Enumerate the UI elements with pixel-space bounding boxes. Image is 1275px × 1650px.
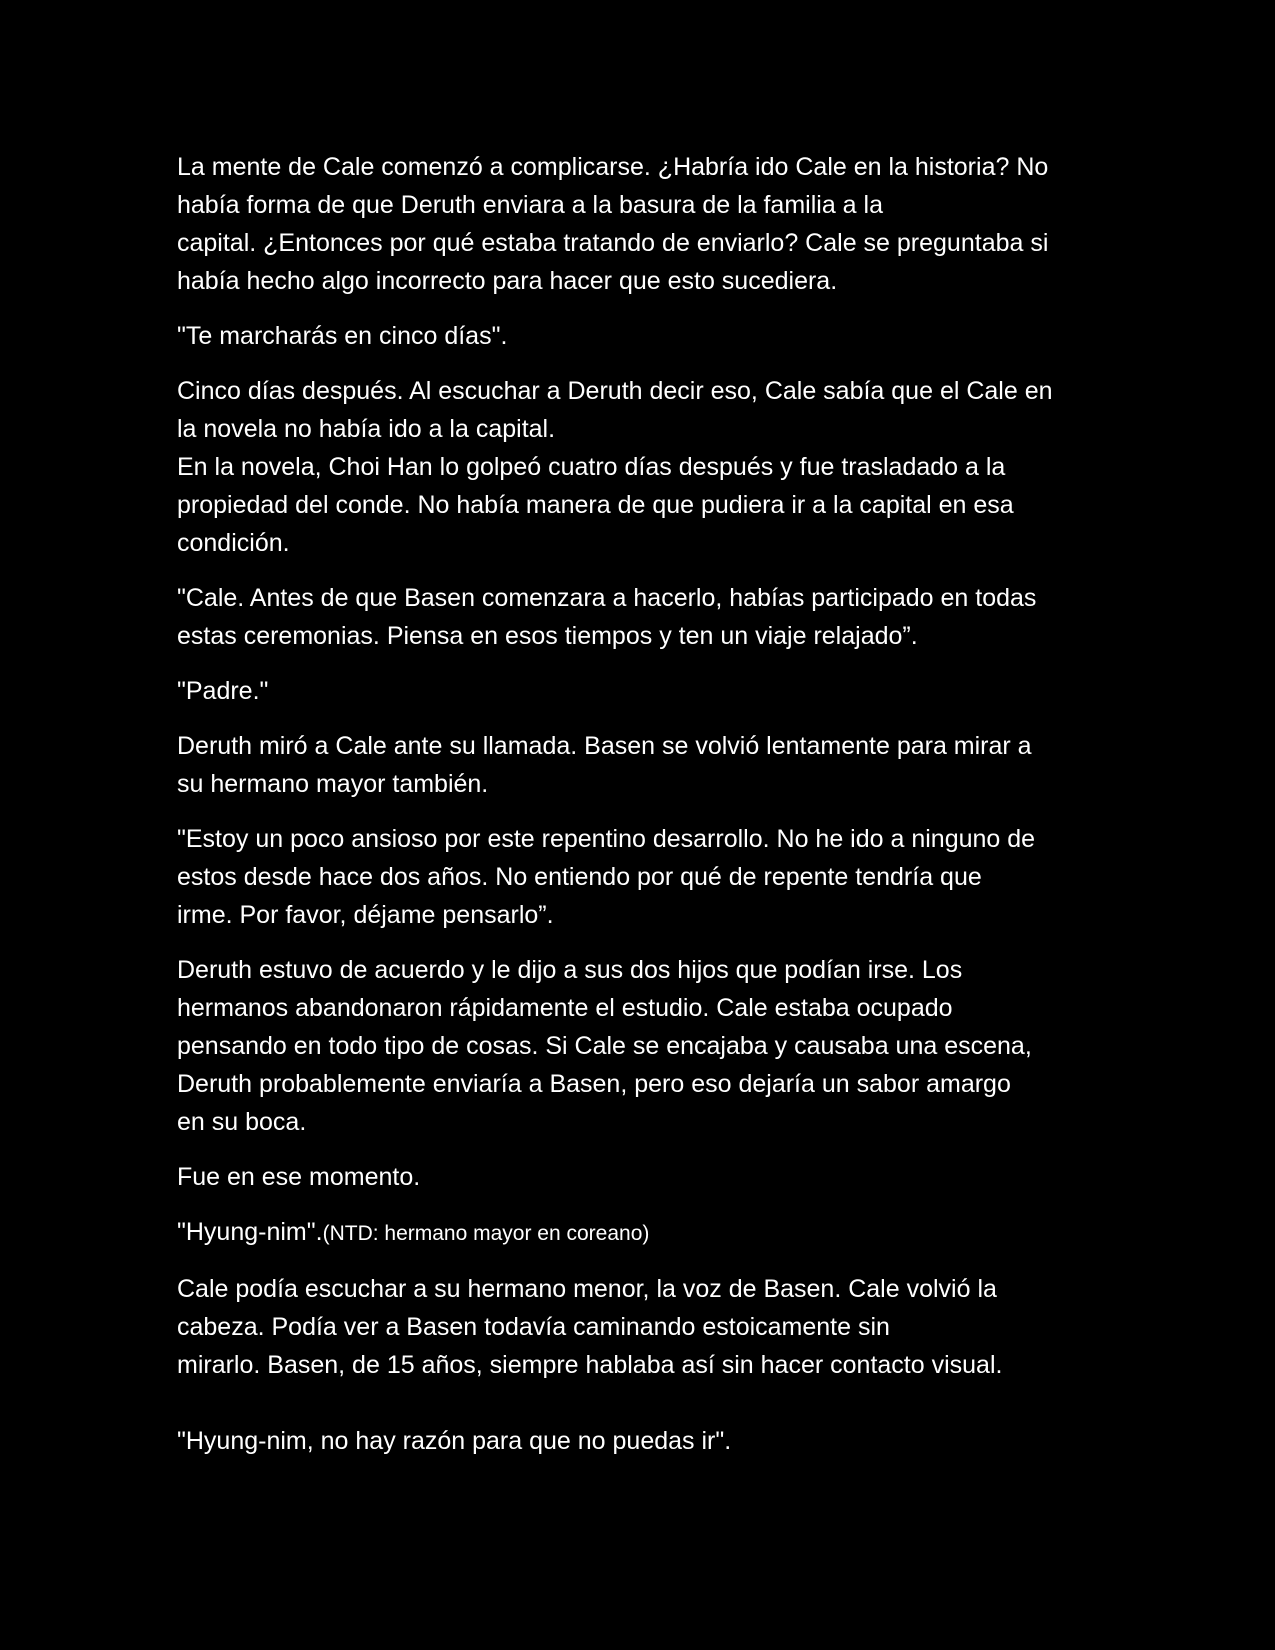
paragraph-12: "Hyung-nim, no hay razón para que no puedas ir". xyxy=(177,1427,732,1455)
text-line: pensando en todo tipo de cosas. Si Cale se encajaba y causaba una escena, xyxy=(177,1032,1032,1060)
paragraph-8 xyxy=(177,951,1117,1141)
text-line: estas ceremonias. Piensa en esos tiempos y ten un viaje relajado”. xyxy=(177,622,918,650)
paragraph-6 xyxy=(177,727,1117,803)
paragraph-9: Fue en ese momento. xyxy=(177,1163,421,1191)
text-line: mirarlo. Basen, de 15 años, siempre hablaba así sin hacer contacto visual. xyxy=(177,1351,1003,1379)
paragraph-3 xyxy=(177,372,1117,562)
text-line: Deruth probablemente enviaría a Basen, pero eso dejaría un sabor amargo xyxy=(177,1070,1011,1098)
text-line: capital. ¿Entonces por qué estaba tratando de enviarlo? Cale se preguntaba si xyxy=(177,229,1049,257)
text-line: había forma de que Deruth enviara a la basura de la familia a la xyxy=(177,191,883,219)
text-line: Deruth miró a Cale ante su llamada. Basen se volvió lentamente para mirar a xyxy=(177,732,1032,760)
text-line: había hecho algo incorrecto para hacer que esto sucediera. xyxy=(177,267,838,295)
text-line: "Cale. Antes de que Basen comenzara a hacerlo, habías participado en todas xyxy=(177,584,1037,612)
paragraph-2: "Te marcharás en cinco días". xyxy=(177,322,508,350)
paragraph-11 xyxy=(177,1270,1117,1384)
text-line: cabeza. Podía ver a Basen todavía caminando estoicamente sin xyxy=(177,1313,890,1341)
text-line: La mente de Cale comenzó a complicarse. ¿Habría ido Cale en la historia? No xyxy=(177,153,1049,181)
paragraph-7 xyxy=(177,820,1117,934)
text-line: "Estoy un poco ansioso por este repentino desarrollo. No he ido a ninguno de xyxy=(177,825,1036,853)
paragraph-10 xyxy=(177,1213,1117,1253)
paragraph-5: "Padre." xyxy=(177,677,269,705)
text-line: estos desde hace dos años. No entiendo por qué de repente tendría que xyxy=(177,863,982,891)
document-body xyxy=(177,148,1117,1477)
text-line: Cinco días después. Al escuchar a Deruth decir eso, Cale sabía que el Cale en xyxy=(177,377,1053,405)
text-line: en su boca. xyxy=(177,1108,307,1136)
text-line: hermanos abandonaron rápidamente el estudio. Cale estaba ocupado xyxy=(177,994,953,1022)
text-line: Cale podía escuchar a su hermano menor, la voz de Basen. Cale volvió la xyxy=(177,1275,997,1303)
text-line: condición. xyxy=(177,529,290,557)
text-line: En la novela, Choi Han lo golpeó cuatro días después y fue trasladado a la xyxy=(177,453,1006,481)
text-line: propiedad del conde. No había manera de que pudiera ir a la capital en esa xyxy=(177,491,1014,519)
paragraph-4 xyxy=(177,579,1117,655)
text-line: su hermano mayor también. xyxy=(177,770,489,798)
text-line: irme. Por favor, déjame pensarlo”. xyxy=(177,901,554,929)
paragraph-1 xyxy=(177,148,1117,300)
dialogue-text: "Hyung-nim". xyxy=(177,1218,323,1246)
text-line: la novela no había ido a la capital. xyxy=(177,415,556,443)
translator-note: (NTD: hermano mayor en coreano) xyxy=(322,1222,650,1245)
text-line: Deruth estuvo de acuerdo y le dijo a sus dos hijos que podían irse. Los xyxy=(177,956,963,984)
